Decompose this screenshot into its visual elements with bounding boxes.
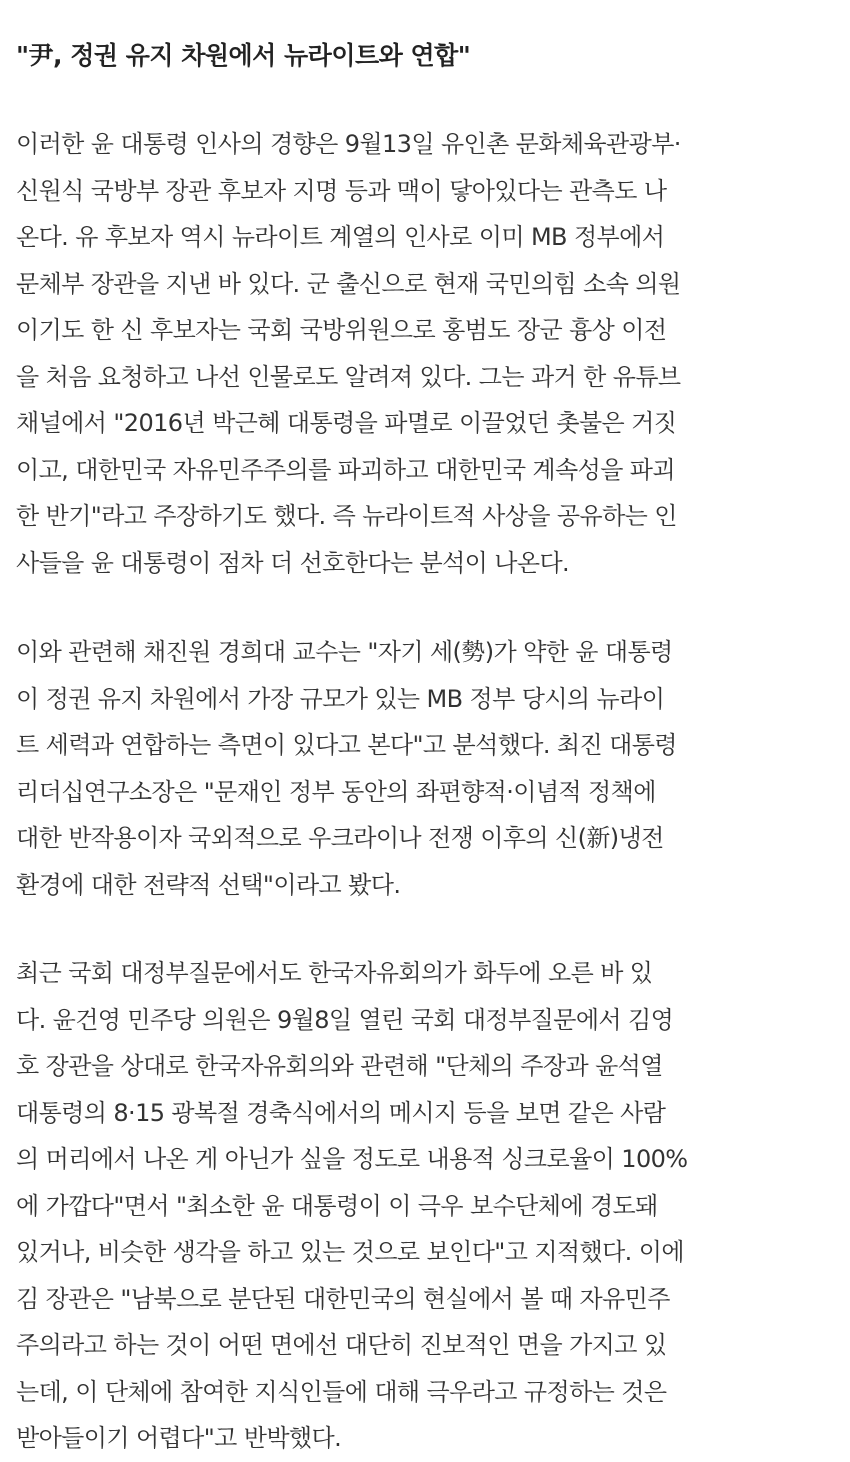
paragraph-line: 에 가깝다"면서 "최소한 윤 대통령이 이 극우 보수단체에 경도돼 [16,1191,658,1220]
paragraph-line: 신원식 국방부 장관 후보자 지명 등과 맥이 닿아있다는 관측도 나 [16,176,667,205]
paragraph-line: 대한 반작용이자 국외적으로 우크라이나 전쟁 이후의 신(新)냉전 [16,824,664,852]
paragraph-3 [16,950,688,1462]
paragraph-line: 트 세력과 연합하는 측면이 있다고 본다"고 분석했다. 최진 대통령 [16,731,677,759]
paragraph-line: 이 정권 유지 차원에서 가장 규모가 있는 MB 정부 당시의 뉴라이 [16,684,665,713]
article-headline: "尹, 정권 유지 차원에서 뉴라이트와 연합" [16,41,471,70]
paragraph-line: 다. 윤건영 민주당 의원은 9월8일 열린 국회 대정부질문에서 김영 [16,1005,674,1034]
paragraph-1 [16,121,681,586]
paragraph-line: 받아들이기 어렵다"고 반박했다. [16,1424,342,1452]
paragraph-line: 을 처음 요청하고 나선 인물로도 알려져 있다. 그는 과거 한 유튜브 [16,362,681,391]
paragraph-line: 이기도 한 신 후보자는 국회 국방위원으로 홍범도 장군 흉상 이전 [16,316,667,344]
paragraph-line: 사들을 윤 대통령이 점차 더 선호한다는 분석이 나온다. [16,548,570,577]
paragraph-2 [16,629,677,908]
paragraph-line: 이러한 윤 대통령 인사의 경향은 9월13일 유인촌 문화체육관광부· [16,130,681,158]
paragraph-line: 최근 국회 대정부질문에서도 한국자유회의가 화두에 오른 바 있 [16,959,653,987]
paragraph-line: 한 반기"라고 주장하기도 했다. 즉 뉴라이트적 사상을 공유하는 인 [16,502,677,530]
paragraph-line: 온다. 유 후보자 역시 뉴라이트 계열의 인사로 이미 MB 정부에서 [16,223,665,251]
paragraph-line: 환경에 대한 전략적 선택"이라고 봤다. [16,870,401,899]
paragraph-line: 이고, 대한민국 자유민주주의를 파괴하고 대한민국 계속성을 파괴 [16,455,675,484]
paragraph-line: 이와 관련해 채진원 경희대 교수는 "자기 세(勢)가 약한 윤 대통령 [16,638,673,666]
paragraph-line: 주의라고 하는 것이 어떤 면에선 대단히 진보적인 면을 가지고 있 [16,1331,667,1359]
paragraph-line: 대통령의 8·15 광복절 경축식에서의 메시지 등을 보면 같은 사람 [16,1098,666,1127]
paragraph-line: 리더십연구소장은 "문재인 정부 동안의 좌편향적·이념적 정책에 [16,777,656,806]
paragraph-line: 는데, 이 단체에 참여한 지식인들에 대해 극우라고 규정하는 것은 [16,1377,667,1406]
paragraph-line: 있거나, 비슷한 생각을 하고 있는 것으로 보인다"고 지적했다. 이에 [16,1238,684,1266]
paragraph-line: 채널에서 "2016년 박근혜 대통령을 파멸로 이끌었던 촛불은 거짓 [16,409,677,437]
paragraph-line: 의 머리에서 나온 게 아닌가 싶을 정도로 내용적 싱크로율이 100% [16,1145,688,1173]
paragraph-line: 호 장관을 상대로 한국자유회의와 관련해 "단체의 주장과 윤석열 [16,1052,663,1080]
paragraph-line: 김 장관은 "남북으로 분단된 대한민국의 현실에서 볼 때 자유민주 [16,1284,670,1313]
paragraph-line: 문체부 장관을 지낸 바 있다. 군 출신으로 현재 국민의힘 소속 의원 [16,269,681,298]
